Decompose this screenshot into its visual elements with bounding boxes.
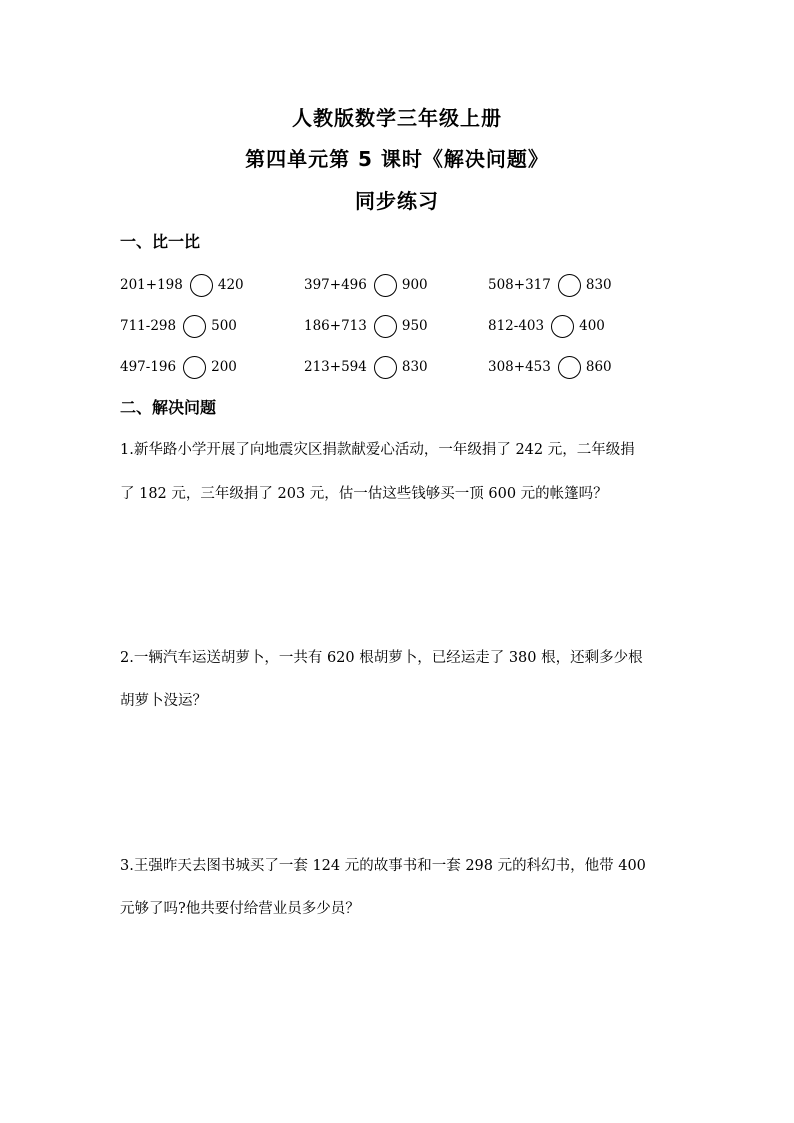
answer-circle[interactable] [183, 356, 206, 379]
answer-circle[interactable] [558, 356, 581, 379]
compare-item [304, 312, 428, 340]
compare-number: 830 [585, 277, 612, 293]
answer-circle[interactable] [374, 356, 397, 379]
compare-expression: 308+453 [488, 359, 551, 375]
compare-expression: 201+198 [120, 277, 183, 293]
compare-expression: 186+713 [304, 318, 367, 334]
compare-item [488, 271, 612, 299]
answer-circle[interactable] [374, 274, 397, 297]
problem-3-line-1: 3.王强昨天去图书城买了一套 124 元的故事书和一套 298 元的科幻书，他带 400 [120, 858, 646, 874]
answer-circle[interactable] [551, 315, 574, 338]
compare-item [304, 271, 428, 299]
compare-number: 830 [401, 359, 428, 375]
compare-number: 400 [579, 318, 605, 334]
compare-item [488, 312, 605, 340]
compare-number: 420 [217, 277, 244, 293]
compare-item [304, 353, 428, 381]
problem-1-line-2: 了 182 元，三年级捐了 203 元，估一估这些钱够买一顶 600 元的帐篷吗？ [120, 486, 608, 502]
compare-number: 200 [211, 359, 237, 375]
compare-expression: 812-403 [488, 318, 545, 334]
exercise-subtitle: 同步练习 [355, 189, 439, 213]
lesson-subtitle: 第四单元第 5 课时《解决问题》 [245, 147, 549, 171]
problem-2-line-2: 胡萝卜没运？ [120, 693, 207, 709]
compare-item [120, 271, 244, 299]
answer-circle[interactable] [558, 274, 581, 297]
problem-1-line-1: 1.新华路小学开展了向地震灾区捐款献爱心活动，一年级捐了 242 元，二年级捐 [120, 442, 635, 458]
section-heading-compare: 一、比一比 [120, 232, 201, 251]
problem-3-line-2: 元够了吗?他共要付给营业员多少员？ [120, 901, 360, 917]
answer-circle[interactable] [374, 315, 397, 338]
compare-expression: 213+594 [304, 359, 367, 375]
answer-circle[interactable] [183, 315, 206, 338]
compare-number: 500 [211, 318, 237, 334]
compare-item [120, 312, 237, 340]
page-title: 人教版数学三年级上册 [292, 106, 502, 130]
compare-number: 860 [585, 359, 612, 375]
compare-expression: 397+496 [304, 277, 367, 293]
section-heading-problems: 二、解决问题 [120, 398, 217, 417]
compare-expression: 508+317 [488, 277, 551, 293]
compare-item [120, 353, 237, 381]
compare-item [488, 353, 612, 381]
compare-expression: 497-196 [120, 359, 177, 375]
compare-expression: 711-298 [120, 318, 177, 334]
answer-circle[interactable] [190, 274, 213, 297]
compare-number: 950 [401, 318, 428, 334]
compare-number: 900 [401, 277, 428, 293]
problem-2-line-1: 2.一辆汽车运送胡萝卜，一共有 620 根胡萝卜，已经运走了 380 根，还剩多少根 [120, 650, 643, 666]
